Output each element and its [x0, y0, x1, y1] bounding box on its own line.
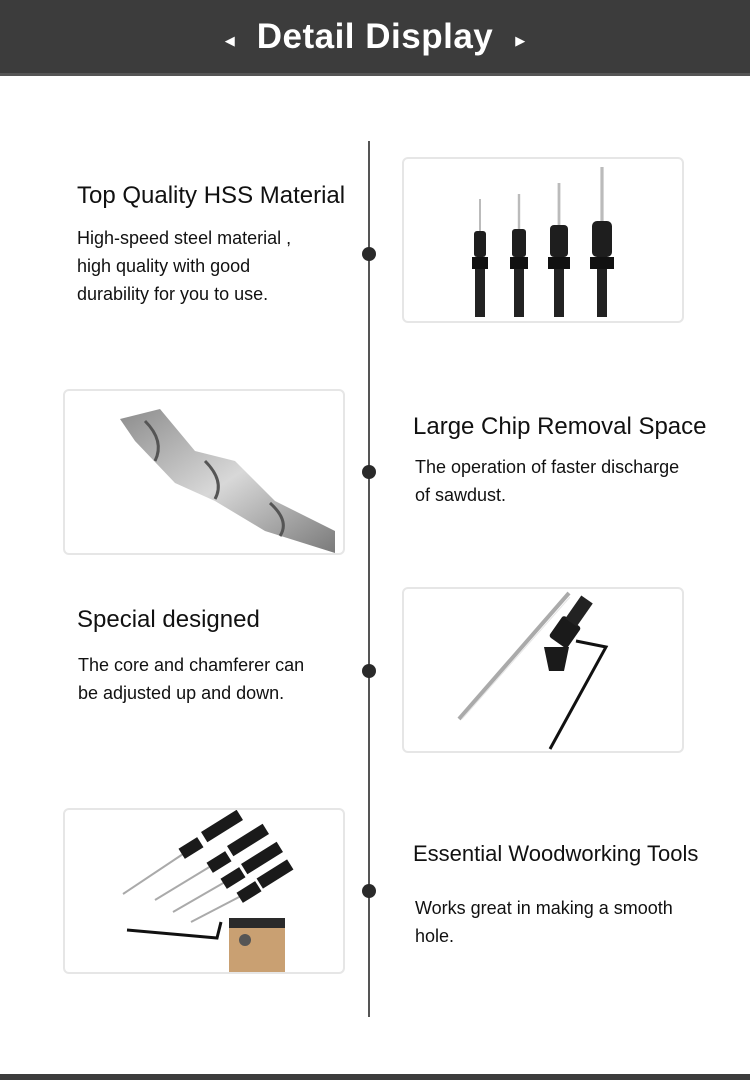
- header-underline: [0, 73, 750, 76]
- section-desc-special-design: [78, 651, 304, 707]
- section-desc-woodworking: [415, 894, 673, 950]
- section-title-woodworking: Essential Woodworking Tools: [413, 841, 699, 866]
- section-title-hss: Top Quality HSS Material: [77, 182, 346, 209]
- footer-bar: [0, 1074, 750, 1080]
- desc-line: durability for you to use.: [77, 284, 269, 304]
- section-title-chip-removal: Large Chip Removal Space: [413, 413, 707, 440]
- desc-line: The core and chamferer can: [78, 655, 305, 675]
- section-desc-hss: [77, 224, 291, 308]
- desc-line: be adjusted up and down.: [78, 683, 285, 703]
- timeline-dot: [362, 884, 376, 898]
- header-title-group: [0, 0, 750, 73]
- page-title: Detail Display: [256, 16, 494, 56]
- desc-line: hole.: [415, 926, 455, 946]
- desc-line: high quality with good: [77, 256, 251, 276]
- timeline-dot: [362, 247, 376, 261]
- left-arrow-icon: ◀: [224, 32, 235, 48]
- right-arrow-icon: ▶: [515, 32, 526, 48]
- product-photo-chamferer: [402, 587, 684, 753]
- product-photo-drill-flute: [63, 389, 345, 555]
- timeline-dot: [362, 664, 376, 678]
- desc-line: The operation of faster discharge: [415, 457, 680, 477]
- timeline-dot: [362, 465, 376, 479]
- product-photo-bit-set: [402, 157, 684, 323]
- desc-line: High-speed steel material ,: [77, 228, 292, 248]
- desc-line: of sawdust.: [415, 485, 507, 505]
- product-photo-woodworking-set: [63, 808, 345, 974]
- section-title-special-design: Special designed: [77, 606, 260, 633]
- desc-line: Works great in making a smooth: [415, 898, 673, 918]
- section-desc-chip-removal: [415, 453, 679, 509]
